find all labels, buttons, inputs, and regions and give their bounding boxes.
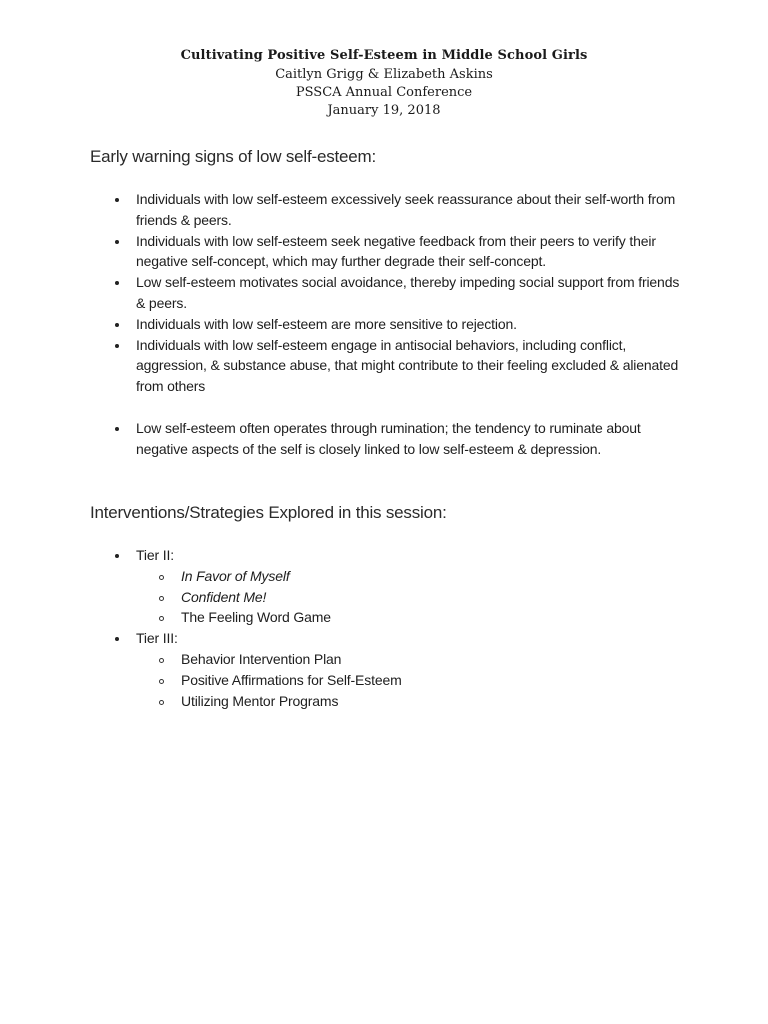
list-item xyxy=(90,314,690,335)
list-item-text: Individuals with low self-esteem are more sensitive to rejection. xyxy=(136,315,517,332)
circle-bullet-icon xyxy=(159,658,164,663)
circle-bullet-icon xyxy=(159,616,164,621)
sub-list-item-text: Utilizing Mentor Programs xyxy=(181,692,339,709)
bullet-icon xyxy=(115,198,119,202)
circle-bullet-icon xyxy=(159,596,164,601)
bullet-icon xyxy=(115,281,119,285)
early-warning-heading: Early warning signs of low self-esteem: xyxy=(90,147,377,166)
document-header xyxy=(0,46,768,120)
tier-label: Tier II: xyxy=(136,547,174,563)
bullet-icon xyxy=(115,240,119,244)
bullet-icon xyxy=(115,344,119,348)
document-title: Cultivating Positive Self-Esteem in Middle School Girls xyxy=(180,48,588,63)
sub-list-item xyxy=(136,649,690,670)
sub-list-item xyxy=(136,691,690,712)
bullet-icon xyxy=(115,637,119,641)
tier-label: Tier III: xyxy=(136,630,178,647)
tier-3-list xyxy=(136,649,690,711)
sub-list-item xyxy=(136,607,690,628)
list-item xyxy=(90,272,690,314)
interventions-heading: Interventions/Strategies Explored in this session: xyxy=(90,503,447,522)
sub-list-item-text: Behavior Intervention Plan xyxy=(181,650,342,667)
interventions-list xyxy=(90,545,690,711)
conference-date: January 19, 2018 xyxy=(327,103,441,118)
early-warning-list xyxy=(90,189,690,459)
circle-bullet-icon xyxy=(159,700,164,705)
bullet-icon xyxy=(115,427,119,431)
sub-list-item xyxy=(136,566,690,587)
list-item-text: Individuals with low self-esteem engage in antisocial behaviors, including conflict, aggression, & substance abuse, that might contribute to their feeling excluded & alienated from others xyxy=(136,336,679,395)
bullet-icon xyxy=(115,323,119,327)
sub-list-item xyxy=(136,587,690,608)
list-item-text: Low self-esteem motivates social avoidance, thereby impeding social support from friends & peers. xyxy=(136,274,680,311)
list-item-text: Low self-esteem often operates through rumination; the tendency to ruminate about negative aspects of the self is closely linked to low self-esteem & depression. xyxy=(136,419,641,457)
circle-bullet-icon xyxy=(159,575,164,580)
sub-list-item-text: The Feeling Word Game xyxy=(181,609,331,626)
list-item-text: Individuals with low self-esteem excessively seek reassurance about their self-worth from friends & peers. xyxy=(136,191,676,228)
conference-name: PSSCA Annual Conference xyxy=(295,85,473,100)
list-item xyxy=(90,231,690,273)
authors: Caitlyn Grigg & Elizabeth Askins xyxy=(275,67,493,82)
list-item xyxy=(90,418,690,460)
sub-list-item xyxy=(136,670,690,691)
sub-list-item-text: In Favor of Myself xyxy=(181,567,290,584)
tier-item xyxy=(90,628,690,711)
list-item-text: Individuals with low self-esteem seek negative feedback from their peers to verify their negative self-concept, which may further degrade their self-concept. xyxy=(136,232,656,270)
list-item xyxy=(90,189,690,231)
tier-item xyxy=(90,545,690,628)
circle-bullet-icon xyxy=(159,679,164,684)
tier-2-list xyxy=(136,566,690,628)
list-item xyxy=(90,335,690,397)
sub-list-item-text: Confident Me! xyxy=(181,588,267,605)
sub-list-item-text: Positive Affirmations for Self-Esteem xyxy=(181,671,402,688)
bullet-icon xyxy=(115,554,119,558)
